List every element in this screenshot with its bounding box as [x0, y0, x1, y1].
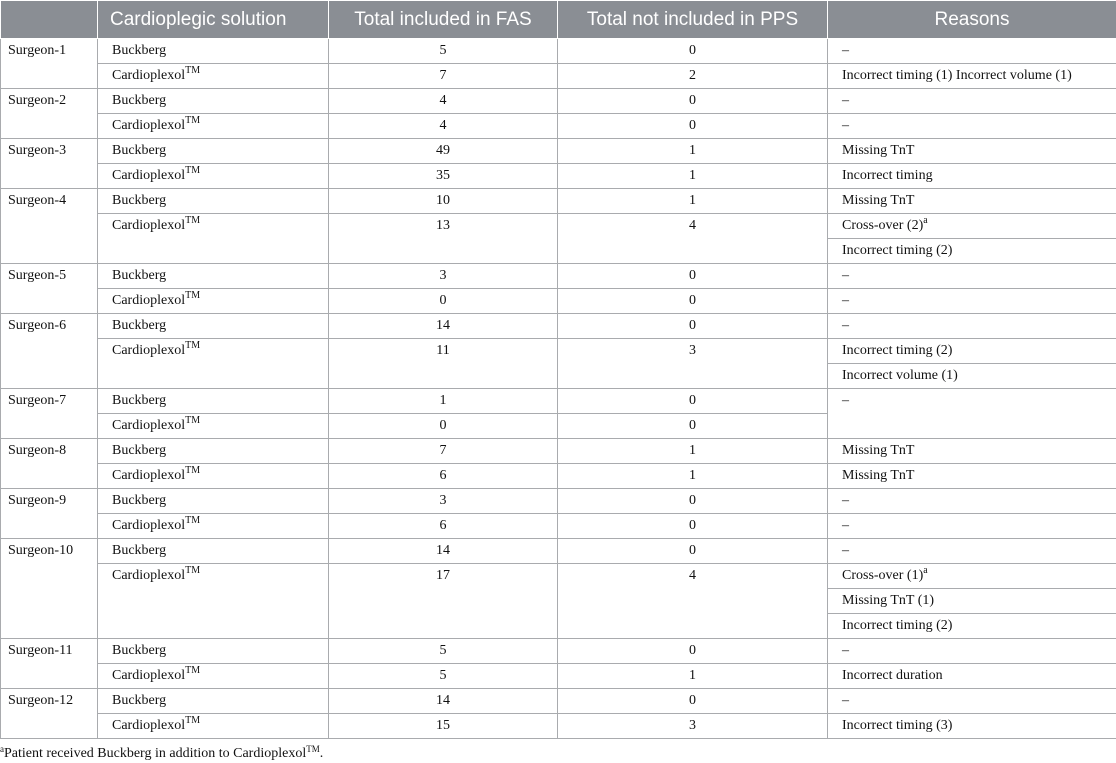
reason-text: –: [842, 543, 849, 558]
reason-cell: [828, 689, 1116, 714]
solution-name: Cardioplexol: [112, 518, 186, 533]
solution-cell: [98, 464, 329, 489]
reason-cell: [828, 264, 1116, 289]
solution-name: Buckberg: [112, 143, 167, 158]
table-row: [1, 289, 1116, 314]
solution-name: Buckberg: [112, 93, 167, 108]
solution-name: Buckberg: [112, 393, 167, 408]
solution-name: Cardioplexol: [112, 668, 186, 683]
not-pps-count: 0: [558, 389, 828, 414]
reason-cell: [828, 564, 1116, 589]
not-pps-count: 4: [558, 564, 828, 639]
table-row: [1, 714, 1116, 739]
fas-count: 4: [329, 114, 558, 139]
reason-text: –: [842, 393, 849, 408]
reason-text: Incorrect timing (2): [842, 618, 953, 633]
not-pps-count: 1: [558, 664, 828, 689]
solution-cell: [98, 139, 329, 164]
header-total-fas: Total included in FAS: [329, 1, 558, 39]
surgeon-name: Surgeon-3: [1, 139, 98, 189]
reason-text: Cross-over (2): [842, 218, 924, 233]
reason-cell: [828, 439, 1116, 464]
not-pps-count: 0: [558, 414, 828, 439]
header-cardioplegic-solution: Cardioplegic solution: [98, 1, 329, 39]
table-row: [1, 39, 1116, 64]
reason-text: Incorrect timing: [842, 168, 933, 183]
reason-cell: [828, 39, 1116, 64]
trademark-mark: TM: [185, 465, 201, 476]
not-pps-count: 0: [558, 89, 828, 114]
reason-text: –: [842, 293, 849, 308]
not-pps-count: 0: [558, 689, 828, 714]
footnote: [0, 746, 323, 762]
fas-count: 5: [329, 639, 558, 664]
reason-text: Incorrect timing (1) Incorrect volume (1): [842, 68, 1072, 83]
fas-count: 14: [329, 314, 558, 339]
reason-text: –: [842, 518, 849, 533]
fas-count: 6: [329, 464, 558, 489]
surgeon-name: Surgeon-12: [1, 689, 98, 739]
reason-text: Incorrect timing (2): [842, 243, 953, 258]
surgeon-name: Surgeon-5: [1, 264, 98, 314]
reason-text: –: [842, 643, 849, 658]
reason-cell: [828, 314, 1116, 339]
reason-text: –: [842, 493, 849, 508]
solution-name: Buckberg: [112, 43, 167, 58]
table-row: [1, 639, 1116, 664]
reason-cell: [828, 139, 1116, 164]
reason-text: Missing TnT: [842, 443, 915, 458]
footnote-ref-mark: a: [923, 565, 928, 576]
reason-cell: [828, 364, 1116, 389]
solution-name: Cardioplexol: [112, 218, 186, 233]
solution-cell: [98, 489, 329, 514]
reason-text: –: [842, 268, 849, 283]
solution-name: Cardioplexol: [112, 293, 186, 308]
footnote-text: Patient received Buckberg in addition to Cardioplexol: [4, 746, 307, 761]
surgeon-name: Surgeon-10: [1, 539, 98, 639]
footnote-tm: TM: [306, 744, 320, 754]
trademark-mark: TM: [185, 215, 201, 226]
reason-text: Incorrect timing (3): [842, 718, 953, 733]
trademark-mark: TM: [185, 115, 201, 126]
table-row: [1, 164, 1116, 189]
solution-cell: [98, 314, 329, 339]
reason-cell: [828, 539, 1116, 564]
table-row: [1, 389, 1116, 414]
solution-cell: [98, 664, 329, 689]
header-row: [1, 1, 1116, 39]
table-row: [1, 139, 1116, 164]
surgeon-name: Surgeon-4: [1, 189, 98, 264]
not-pps-count: 0: [558, 639, 828, 664]
reason-cell: [828, 214, 1116, 239]
solution-name: Cardioplexol: [112, 343, 186, 358]
surgeon-name: Surgeon-6: [1, 314, 98, 389]
solution-cell: [98, 689, 329, 714]
trademark-mark: TM: [185, 665, 201, 676]
not-pps-count: 2: [558, 64, 828, 89]
fas-count: 5: [329, 39, 558, 64]
fas-count: 17: [329, 564, 558, 639]
not-pps-count: 0: [558, 539, 828, 564]
surgeon-name: Surgeon-9: [1, 489, 98, 539]
reason-cell: [828, 714, 1116, 739]
solution-cell: [98, 639, 329, 664]
solution-cell: [98, 414, 329, 439]
reason-cell: [828, 114, 1116, 139]
reason-text: Cross-over (1): [842, 568, 924, 583]
fas-count: 3: [329, 489, 558, 514]
trademark-mark: TM: [185, 515, 201, 526]
solution-cell: [98, 539, 329, 564]
trademark-mark: TM: [185, 565, 201, 576]
reason-cell: [828, 164, 1116, 189]
surgeon-name: Surgeon-8: [1, 439, 98, 489]
solution-name: Buckberg: [112, 318, 167, 333]
solution-name: Buckberg: [112, 693, 167, 708]
solution-cell: [98, 439, 329, 464]
footnote-end: .: [319, 746, 324, 761]
table-row: [1, 514, 1116, 539]
reason-text: Missing TnT: [842, 468, 915, 483]
reason-text: –: [842, 93, 849, 108]
fas-count: 10: [329, 189, 558, 214]
header-reasons: Reasons: [828, 1, 1116, 39]
not-pps-count: 1: [558, 164, 828, 189]
reason-cell: [828, 589, 1116, 614]
solution-name: Cardioplexol: [112, 118, 186, 133]
reason-cell: [828, 464, 1116, 489]
trademark-mark: TM: [185, 165, 201, 176]
fas-count: 14: [329, 689, 558, 714]
not-pps-count: 0: [558, 114, 828, 139]
not-pps-count: 3: [558, 339, 828, 389]
solution-cell: [98, 39, 329, 64]
reason-text: Incorrect timing (2): [842, 343, 953, 358]
surgeon-name: Surgeon-2: [1, 89, 98, 139]
solution-name: Buckberg: [112, 268, 167, 283]
fas-count: 6: [329, 514, 558, 539]
solution-cell: [98, 514, 329, 539]
fas-count: 0: [329, 414, 558, 439]
reason-cell: [828, 89, 1116, 114]
trademark-mark: TM: [185, 415, 201, 426]
table-row: [1, 314, 1116, 339]
not-pps-count: 1: [558, 464, 828, 489]
table-row: [1, 339, 1116, 364]
solution-cell: [98, 64, 329, 89]
solution-name: Buckberg: [112, 193, 167, 208]
solution-cell: [98, 89, 329, 114]
fas-count: 7: [329, 439, 558, 464]
fas-count: 13: [329, 214, 558, 264]
table-row: [1, 89, 1116, 114]
footnote-ref-mark: a: [923, 215, 928, 226]
reason-cell: [828, 239, 1116, 264]
reason-text: Incorrect volume (1): [842, 368, 958, 383]
trademark-mark: TM: [185, 290, 201, 301]
solution-name: Cardioplexol: [112, 68, 186, 83]
trademark-mark: TM: [185, 715, 201, 726]
trademark-mark: TM: [185, 65, 201, 76]
table-row: [1, 664, 1116, 689]
solution-name: Cardioplexol: [112, 418, 186, 433]
reason-cell: [828, 189, 1116, 214]
table-row: [1, 689, 1116, 714]
table-row: [1, 564, 1116, 589]
reason-text: –: [842, 43, 849, 58]
not-pps-count: 0: [558, 314, 828, 339]
reason-cell: [828, 64, 1116, 89]
trademark-mark: TM: [185, 340, 201, 351]
not-pps-count: 0: [558, 514, 828, 539]
fas-count: 11: [329, 339, 558, 389]
solution-cell: [98, 289, 329, 314]
not-pps-count: 3: [558, 714, 828, 739]
solution-cell: [98, 189, 329, 214]
solution-cell: [98, 214, 329, 264]
solution-cell: [98, 114, 329, 139]
not-pps-count: 0: [558, 39, 828, 64]
fas-count: 4: [329, 89, 558, 114]
not-pps-count: 4: [558, 214, 828, 264]
surgeon-name: Surgeon-1: [1, 39, 98, 89]
fas-count: 5: [329, 664, 558, 689]
solution-name: Cardioplexol: [112, 168, 186, 183]
reason-cell: [828, 639, 1116, 664]
reason-cell: [828, 289, 1116, 314]
fas-count: 7: [329, 64, 558, 89]
fas-count: 1: [329, 389, 558, 414]
solution-cell: [98, 264, 329, 289]
fas-count: 35: [329, 164, 558, 189]
surgeon-name: Surgeon-11: [1, 639, 98, 689]
reason-cell: [828, 614, 1116, 639]
not-pps-count: 1: [558, 439, 828, 464]
table-row: [1, 439, 1116, 464]
reason-text: Missing TnT (1): [842, 593, 935, 608]
solution-name: Cardioplexol: [112, 568, 186, 583]
solution-cell: [98, 564, 329, 639]
footnote-mark: a: [0, 744, 4, 754]
solution-name: Buckberg: [112, 643, 167, 658]
table-row: [1, 489, 1116, 514]
reason-text: Missing TnT: [842, 143, 915, 158]
not-pps-count: 1: [558, 139, 828, 164]
fas-count: 14: [329, 539, 558, 564]
fas-count: 3: [329, 264, 558, 289]
solution-cell: [98, 389, 329, 414]
reason-cell: [828, 514, 1116, 539]
table-row: [1, 264, 1116, 289]
solution-name: Buckberg: [112, 543, 167, 558]
table-row: [1, 64, 1116, 89]
solution-name: Cardioplexol: [112, 468, 186, 483]
header-empty: [1, 1, 98, 39]
solution-cell: [98, 339, 329, 389]
header-total-not-pps: Total not included in PPS: [558, 1, 828, 39]
solution-name: Cardioplexol: [112, 718, 186, 733]
solution-name: Buckberg: [112, 493, 167, 508]
reason-text: –: [842, 118, 849, 133]
table-body: [1, 39, 1116, 739]
reason-cell: [828, 339, 1116, 364]
reason-text: –: [842, 318, 849, 333]
not-pps-count: 0: [558, 264, 828, 289]
reason-cell: [828, 389, 1116, 439]
table-row: [1, 114, 1116, 139]
table-row: [1, 189, 1116, 214]
table-row: [1, 539, 1116, 564]
solution-cell: [98, 164, 329, 189]
reason-text: Incorrect duration: [842, 668, 943, 683]
not-pps-count: 0: [558, 489, 828, 514]
solution-name: Buckberg: [112, 443, 167, 458]
reason-cell: [828, 664, 1116, 689]
reason-cell: [828, 489, 1116, 514]
fas-count: 49: [329, 139, 558, 164]
fas-count: 15: [329, 714, 558, 739]
fas-count: 0: [329, 289, 558, 314]
surgeon-name: Surgeon-7: [1, 389, 98, 439]
table-row: [1, 464, 1116, 489]
not-pps-count: 1: [558, 189, 828, 214]
reason-text: Missing TnT: [842, 193, 915, 208]
solution-cell: [98, 714, 329, 739]
reason-text: –: [842, 693, 849, 708]
not-pps-count: 0: [558, 289, 828, 314]
table-row: [1, 214, 1116, 239]
